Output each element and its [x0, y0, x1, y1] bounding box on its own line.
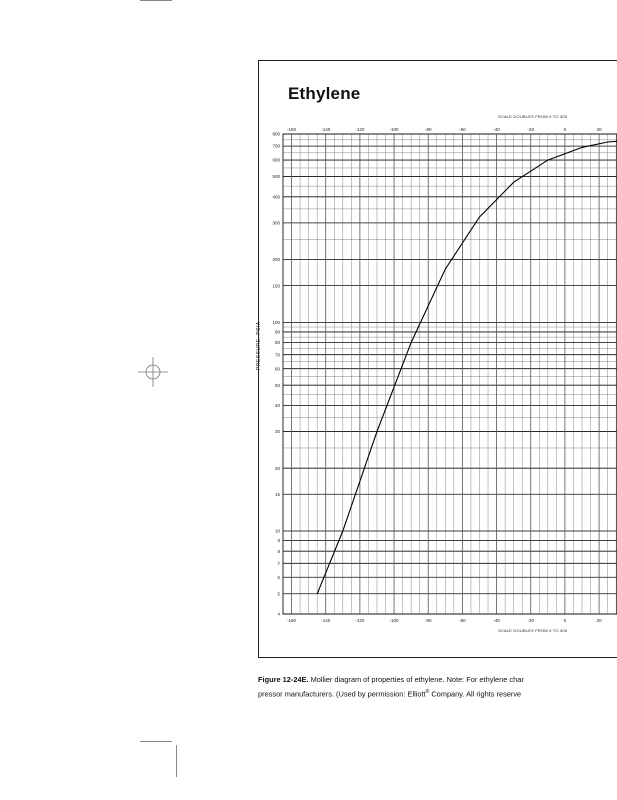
- y-tick-label: 60: [274, 366, 280, 372]
- x-bottom-tick-label: -120: [355, 618, 365, 623]
- y-tick-label: 700: [272, 143, 280, 149]
- x-bottom-tick-label: -80: [424, 618, 432, 623]
- y-tick-label: 10: [274, 528, 280, 534]
- y-tick-label: 40: [274, 402, 280, 408]
- y-tick-label: 50: [274, 382, 280, 388]
- x-top-tick-label: 0: [563, 127, 567, 132]
- y-tick-label: 90: [274, 329, 280, 335]
- y-tick-label: 70: [274, 352, 280, 358]
- x-top-tick-label: -80: [424, 127, 432, 132]
- x-top-tick-label: -140: [321, 127, 331, 132]
- y-tick-label: 200: [272, 257, 280, 263]
- y-tick-label: 800: [272, 131, 280, 137]
- registered-mark: ®: [425, 689, 430, 695]
- scale-note-bottom: SCALE DOUBLES FROM 0 TO 300: [498, 628, 568, 633]
- x-top-tick-label: -60: [459, 127, 466, 132]
- y-tick-label: 6: [277, 574, 280, 580]
- y-tick-label: 4: [277, 611, 280, 617]
- x-bottom-tick-label: -60: [459, 618, 466, 623]
- y-tick-label: 150: [272, 283, 280, 289]
- y-tick-label: 8: [277, 548, 280, 554]
- scale-note-top: SCALE DOUBLES FROM 0 TO 300: [498, 114, 568, 119]
- y-tick-label: 30: [274, 429, 280, 435]
- caption-line-2a: pressor manufacturers. (Used by permission: Elliott: [258, 689, 426, 699]
- y-tick-label: 300: [272, 220, 280, 226]
- caption-line-1: Mollier diagram of properties of ethylene. Note: For ethylene char: [310, 675, 524, 684]
- x-bottom-tick-label: -140: [321, 618, 331, 623]
- y-tick-label: 15: [274, 491, 280, 497]
- y-tick-label: 7: [277, 560, 280, 566]
- x-bottom-tick-label: -20: [527, 618, 534, 623]
- x-top-tick-label: -20: [527, 127, 534, 132]
- chart-title: Ethylene: [288, 84, 361, 103]
- y-axis-title: PRESSURE, PSIA: [256, 321, 262, 370]
- plot-border: [283, 134, 617, 614]
- y-tick-label: 5: [277, 591, 280, 597]
- caption-line-2b: Company. All rights reserve: [429, 689, 522, 699]
- x-top-tick-label: -40: [493, 127, 500, 132]
- figure-caption: [258, 674, 617, 700]
- x-top-tick-label: -160: [287, 127, 297, 132]
- x-bottom-tick-label: -100: [389, 618, 399, 623]
- caption-label: Figure 12-24E.: [258, 675, 309, 684]
- x-bottom-tick-label: -160: [287, 618, 297, 623]
- y-tick-label: 80: [274, 340, 280, 346]
- x-bottom-tick-label: 0: [563, 618, 567, 623]
- x-top-tick-label: -120: [355, 127, 365, 132]
- x-bottom-tick-label: 20: [596, 618, 602, 623]
- y-tick-label: 20: [274, 465, 280, 471]
- y-tick-label: 400: [272, 194, 280, 200]
- y-tick-label: 500: [272, 174, 280, 180]
- y-tick-label: 100: [272, 319, 280, 325]
- y-tick-label: 600: [272, 157, 280, 163]
- x-top-tick-label: -100: [389, 127, 399, 132]
- x-bottom-tick-label: -40: [493, 618, 500, 623]
- x-top-tick-label: 20: [596, 127, 602, 132]
- y-tick-label: 9: [277, 538, 280, 544]
